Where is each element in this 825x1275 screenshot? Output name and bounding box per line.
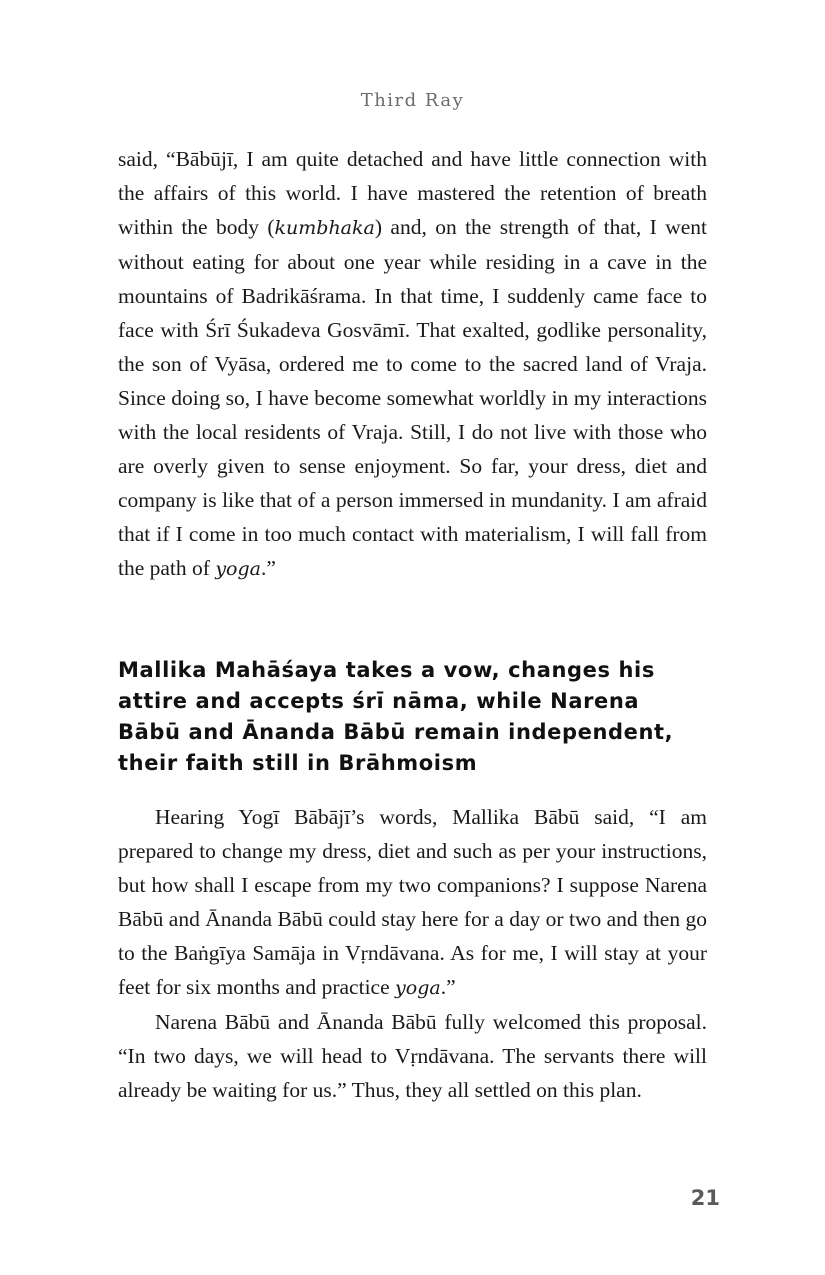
paragraph-1-text-a: said, “Bābūjī, I am quite detached and have little connection with the affairs of this world. I have mastered the retention of breath within the body ( — [118, 147, 707, 239]
paragraph-1-text-b: ) and, on the strength of that, I went without eating for about one year while residing in a cave in the mountains of Badrikāśrama. In that time, I suddenly came face to face with Śrī Śukadeva Gosvāmī. That exalted, godlike personality, the son of Vyāsa, ordered me to come to the sacred land of Vraja. Since doing so, I have become somewhat worldly in my interactions with the local residents of Vraja. Still, I do not live with those who are overly given to sense enjoyment. So far, your dress, diet and company is like that of a person immersed in mundanity. I am afraid that if I come in too much contact with materialism, I will fall from the path of — [118, 215, 707, 580]
body-text-top — [118, 142, 707, 586]
page-number: 21 — [690, 1186, 720, 1210]
paragraph-2-text-b: .” — [440, 975, 456, 999]
term-kumbhaka: kumbhaka — [274, 217, 375, 239]
paragraph-1-text-c: .” — [261, 556, 276, 580]
body-text-bottom — [118, 800, 707, 1107]
paragraph-3: Narena Bābū and Ānanda Bābū fully welcomed this proposal. “In two days, we will head to Vṛndāvana. The servants there will already be waiting for us.” Thus, they all settled on this plan. — [118, 1010, 707, 1102]
term-yoga-2: yoga — [395, 977, 441, 999]
term-yoga: yoga — [215, 558, 261, 580]
running-head: Third Ray — [360, 90, 465, 111]
paragraph-2 — [118, 800, 707, 1005]
paragraph-2-text-a: Hearing Yogī Bābājī’s words, Mallika Bābū said, “I am prepared to change my dress, diet and such as per your instructions, but how shall I escape from my two companions? I suppose Narena Bābū and Ānanda Bābū could stay here for a day or two and then go to the Baṅgīya Samāja in Vṛndāvana. As for me, I will stay at your feet for six months and practice — [118, 805, 707, 999]
paragraph-1 — [118, 142, 707, 586]
section-heading: Mallika Mahāśaya takes a vow, changes his attire and accepts śrī nāma, while Narena Bābū and Ānanda Bābū remain independent, their faith still in Brāhmoism — [118, 658, 674, 775]
